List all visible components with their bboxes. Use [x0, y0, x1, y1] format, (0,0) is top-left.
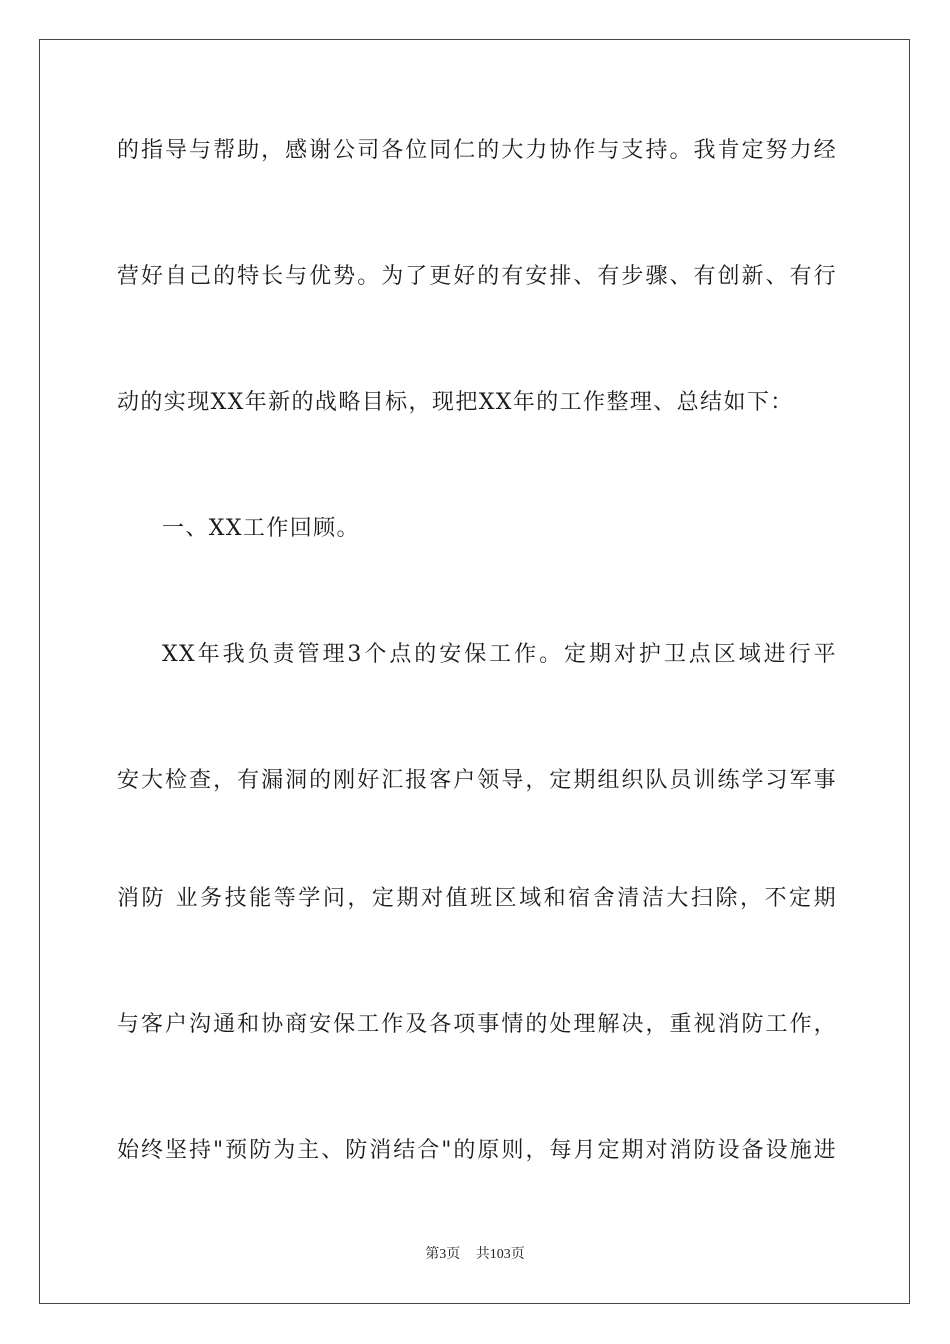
- section-heading: 一、XX工作回顾。: [162, 516, 360, 541]
- paragraph-line: 安大检查，有漏洞的刚好汇报客户领导，定期组织队员训练学习军事: [117, 768, 837, 793]
- paragraph-line: 的指导与帮助，感谢公司各位同仁的大力协作与支持。我肯定努力经: [117, 138, 837, 163]
- paragraph-line: 与客户沟通和协商安保工作及各项事情的处理解决，重视消防工作，: [117, 1012, 837, 1037]
- page-footer: [0, 1245, 950, 1265]
- paragraph-line: 动的实现XX年新的战略目标，现把XX年的工作整理、总结如下：: [117, 390, 794, 415]
- page-number: 第3页: [425, 1247, 461, 1262]
- paragraph-line: 营好自己的特长与优势。为了更好的有安排、有步骤、有创新、有行: [117, 264, 837, 289]
- paragraph-line: 消防 业务技能等学问，定期对值班区域和宿舍清洁大扫除，不定期: [117, 886, 837, 911]
- total-pages: 共103页: [475, 1247, 525, 1262]
- paragraph-line: 始终坚持"预防为主、防消结合"的原则，每月定期对消防设备设施进: [117, 1138, 837, 1163]
- page-border: [39, 39, 910, 1304]
- paragraph-line: XX年我负责管理3个点的安保工作。定期对护卫点区域进行平: [162, 642, 837, 667]
